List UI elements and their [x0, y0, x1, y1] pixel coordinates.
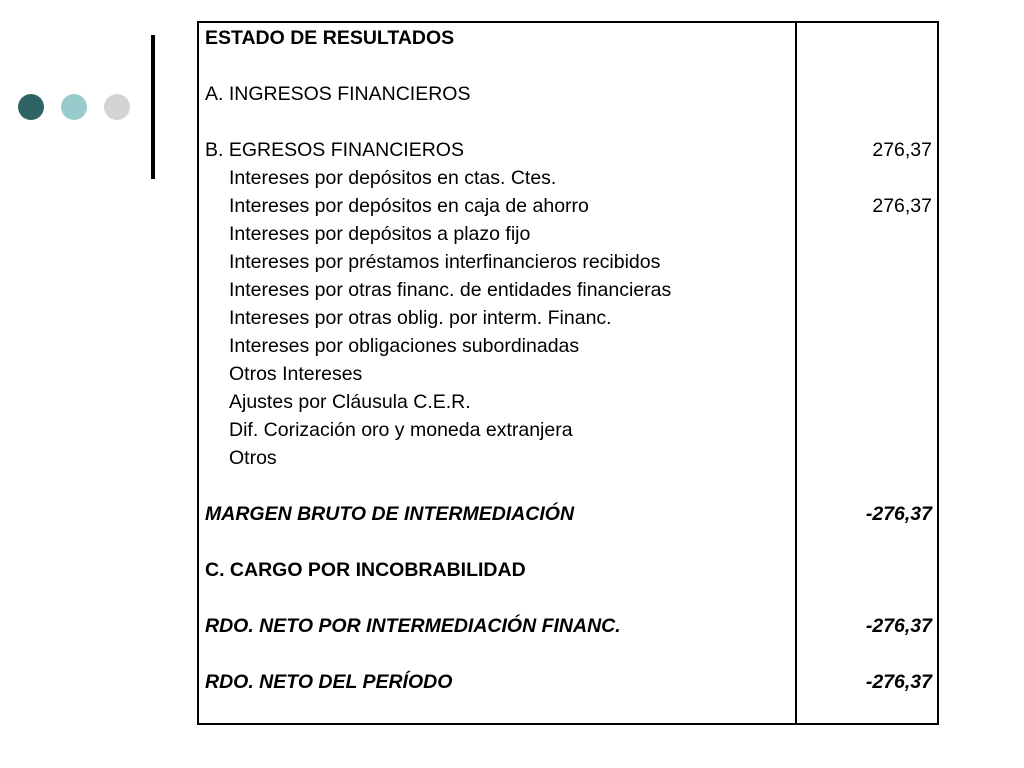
slide-vertical-bar — [151, 35, 155, 179]
net-intermediation-label: RDO. NETO POR INTERMEDIACIÓN FINANC. — [205, 615, 621, 637]
slide-decoration-dots — [18, 94, 133, 120]
line-item-label: Intereses por préstamos interfinancieros recibidos — [229, 251, 661, 273]
circle-icon-light-teal — [61, 94, 87, 120]
line-item-row — [199, 444, 937, 472]
section-a-row — [199, 80, 937, 108]
net-period-value: -276,37 — [865, 671, 932, 693]
line-item-label: Intereses por depósitos en ctas. Ctes. — [229, 167, 557, 189]
circle-icon-gray — [104, 94, 130, 120]
line-item-row — [199, 248, 937, 276]
net-intermediation-value: -276,37 — [865, 615, 932, 637]
line-item-value: 276,37 — [872, 195, 932, 217]
line-item-row — [199, 220, 937, 248]
gross-margin-value: -276,37 — [865, 503, 932, 525]
income-statement-table — [197, 21, 939, 725]
section-b-label: B. EGRESOS FINANCIEROS — [205, 139, 464, 161]
line-item-label: Intereses por otras oblig. por interm. Financ. — [229, 307, 612, 329]
statement-title-row — [199, 24, 937, 52]
line-item-label: Dif. Corización oro y moneda extranjera — [229, 419, 573, 441]
line-item-label: Ajustes por Cláusula C.E.R. — [229, 391, 471, 413]
section-a-label: A. INGRESOS FINANCIEROS — [205, 83, 471, 105]
line-item-row — [199, 416, 937, 444]
line-item-row — [199, 164, 937, 192]
line-item-row — [199, 388, 937, 416]
section-b-value: 276,37 — [872, 139, 932, 161]
circle-icon-dark-teal — [18, 94, 44, 120]
line-item-row — [199, 304, 937, 332]
line-item-label: Intereses por otras financ. de entidades financieras — [229, 279, 672, 301]
line-item-row — [199, 192, 937, 220]
net-period-label: RDO. NETO DEL PERÍODO — [205, 671, 453, 693]
line-item-label: Intereses por obligaciones subordinadas — [229, 335, 580, 357]
line-item-label: Otros — [229, 447, 277, 469]
line-item-row — [199, 360, 937, 388]
line-item-label: Intereses por depósitos en caja de ahorro — [229, 195, 589, 217]
net-intermediation-row — [199, 612, 937, 640]
section-c-row — [199, 556, 937, 584]
line-item-row — [199, 276, 937, 304]
gross-margin-row — [199, 500, 937, 528]
gross-margin-label: MARGEN BRUTO DE INTERMEDIACIÓN — [205, 503, 575, 525]
line-item-label: Intereses por depósitos a plazo fijo — [229, 223, 531, 245]
statement-title: ESTADO DE RESULTADOS — [205, 27, 455, 49]
net-period-row — [199, 668, 937, 696]
line-item-row — [199, 332, 937, 360]
line-item-label: Otros Intereses — [229, 363, 363, 385]
section-c-label: C. CARGO POR INCOBRABILIDAD — [205, 559, 526, 581]
section-b-row — [199, 136, 937, 164]
